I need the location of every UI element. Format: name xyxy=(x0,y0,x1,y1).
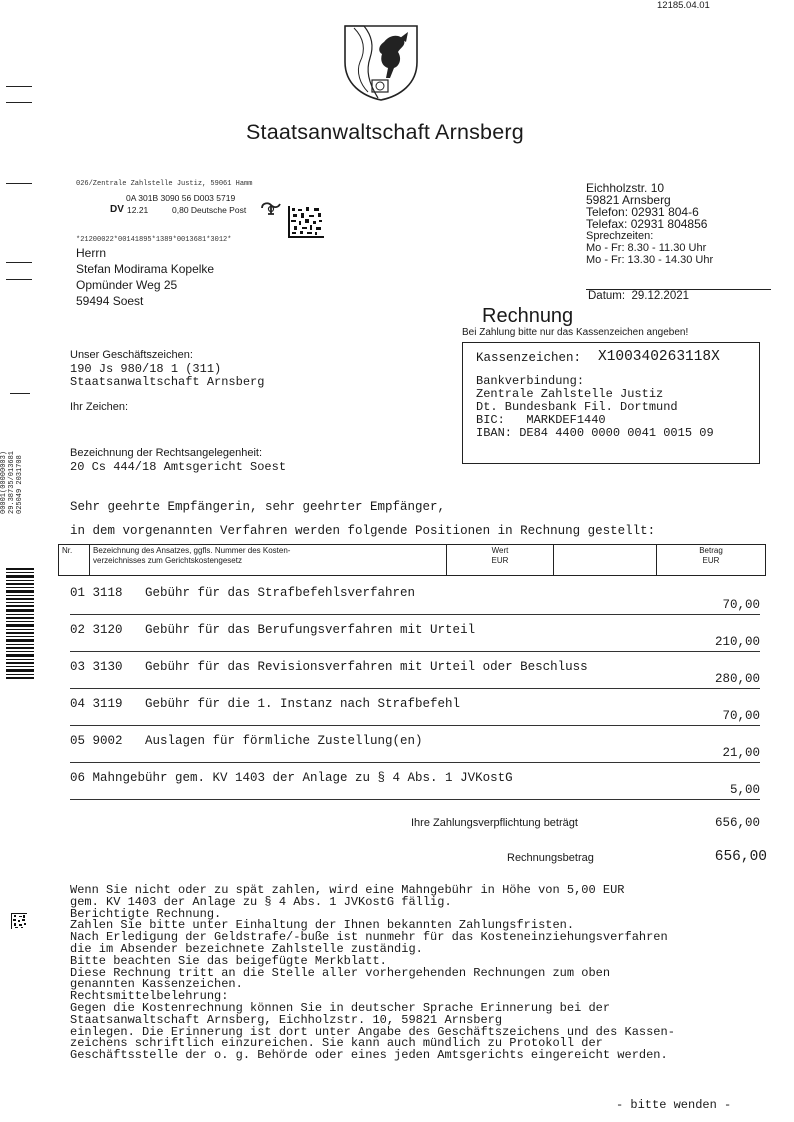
note-line: die im Absender bezeichnete Zahlstelle zuständig. xyxy=(70,942,423,956)
bank-branch: Dt. Bundesbank Fil. Dortmund xyxy=(476,400,678,414)
our-reference-authority: Staatsanwaltschaft Arnsberg xyxy=(70,375,265,389)
item-description: 03 3130 Gebühr für das Revisionsverfahren mit Urteil oder Beschluss xyxy=(70,660,588,674)
authority-city: 59821 Arnsberg xyxy=(586,193,671,207)
item-amount: 70,00 xyxy=(722,709,760,723)
postage-date: 12.21 xyxy=(127,205,149,215)
note-line: Geschäftsstelle der o. g. Behörde oder eines jeden Amtsgerichts eingereicht werden. xyxy=(70,1048,668,1063)
item-description: 06 Mahngebühr gem. KV 1403 der Anlage zu § 4 Abs. 1 JVKostG xyxy=(70,771,513,785)
document-code: 12185.04.01 xyxy=(657,0,710,11)
office-hours-morning: Mo - Fr: 8.30 - 11.30 Uhr xyxy=(586,242,707,254)
header-description: Bezeichnung des Ansatzes, ggfls. Nummer des Kosten- verzeichnisses zum Gerichtskostengesetz xyxy=(90,545,447,576)
side-code-2: 29.38735/013681 xyxy=(8,450,16,514)
item-amount: 280,00 xyxy=(714,672,760,686)
authority-street: Eichholzstr. 10 xyxy=(586,181,665,195)
intro-text: in dem vorgenannten Verfahren werden folgende Positionen in Rechnung gestellt: xyxy=(70,524,656,538)
side-matrix-code xyxy=(11,913,27,929)
item-amount: 210,00 xyxy=(714,635,760,649)
side-code-3: 025049 2031708 xyxy=(16,455,24,514)
note-line: einlegen. Die Erinnerung ist dort unter Angabe des Geschäftszeichens und des Kassen- xyxy=(70,1024,675,1039)
authority-title: Staatsanwaltschaft Arnsberg xyxy=(246,120,524,144)
fold-mark xyxy=(6,279,32,280)
postage-code: 0A 301B 3090 56 D003 5719 xyxy=(126,193,236,203)
note-line: Zahlen Sie bitte unter Einhaltung der Ihnen bekannten Zahlungsfristen. xyxy=(70,918,575,933)
note-line: Gegen die Kostenrechnung können Sie in deutscher Sprache Erinnerung bei der xyxy=(70,1001,611,1015)
header-value: Wert EUR xyxy=(447,545,554,576)
fold-mark xyxy=(6,102,32,103)
fold-mark xyxy=(6,262,32,263)
invoice-date: Datum: 29.12.2021 xyxy=(588,290,690,302)
item-description: 02 3120 Gebühr für das Berufungsverfahren mit Urteil xyxy=(70,623,476,637)
note-line: gem. KV 1403 der Anlage zu § 4 Abs. 1 JVKostG fällig. xyxy=(70,894,452,909)
punch-mark xyxy=(10,393,30,394)
note-line: genannten Kassenzeichen. xyxy=(70,977,243,992)
bank-bic: BIC: MARKDEF1440 xyxy=(476,413,606,427)
item-separator xyxy=(70,614,760,615)
our-reference-value: 190 Js 980/18 1 (311) xyxy=(70,362,222,376)
office-hours-label: Sprechzeiten: xyxy=(586,230,654,242)
note-line: Nach Erledigung der Geldstrafe/-buße ist nunmehr für das Kosteneinziehungsverfahren xyxy=(70,930,668,945)
invoice-payment-note: Bei Zahlung bitte nur das Kassenzeichen angeben! xyxy=(462,327,689,338)
authority-fax: Telefax: 02931 804856 xyxy=(586,217,708,231)
item-amount: 70,00 xyxy=(722,598,760,612)
your-reference-label: Ihr Zeichen: xyxy=(70,401,129,413)
datamatrix-code xyxy=(288,206,324,238)
invoice-total-amount: 656,00 xyxy=(714,849,767,865)
turn-over-note: - bitte wenden - xyxy=(616,1098,732,1112)
header-amount: Betrag EUR xyxy=(657,545,766,576)
item-separator xyxy=(70,725,760,726)
note-line: Staatsanwaltschaft Arnsberg, Eichholzstr. 10, 59821 Arnsberg xyxy=(70,1012,503,1027)
sender-return-line: 026/Zentrale Zahlstelle Justiz, 59061 Hamm xyxy=(76,180,253,188)
recipient-city: 59494 Soest xyxy=(76,294,144,308)
bank-iban: IBAN: DE84 4400 0000 0041 0015 09 xyxy=(476,426,714,440)
post-horn-icon xyxy=(260,200,282,216)
fold-mark xyxy=(6,86,32,87)
note-line: Rechtsmittelbelehrung: xyxy=(70,989,229,1004)
item-description: 04 3119 Gebühr für die 1. Instanz nach Strafbefehl xyxy=(70,697,461,711)
note-line: Berichtigte Rechnung. xyxy=(70,906,222,921)
items-table-header xyxy=(58,544,766,576)
item-amount: 21,00 xyxy=(722,746,760,760)
item-description: 01 3118 Gebühr für das Strafbefehlsverfahren xyxy=(70,586,416,600)
obligation-amount: 656,00 xyxy=(714,816,760,830)
item-description: 05 9002 Auslagen für förmliche Zustellung(en) xyxy=(70,734,423,748)
invoice-total-label: Rechnungsbetrag xyxy=(507,852,594,864)
side-barcode xyxy=(6,568,34,682)
item-separator xyxy=(70,799,760,800)
item-separator xyxy=(70,688,760,689)
coat-of-arms-logo xyxy=(342,22,420,102)
greeting: Sehr geehrte Empfängerin, sehr geehrter Empfänger, xyxy=(70,500,446,514)
note-line: Wenn Sie nicht oder zu spät zahlen, wird eine Mahngebühr in Höhe von 5,00 EUR xyxy=(70,883,625,897)
note-line: Bitte beachten Sie das beigefügte Merkblatt. xyxy=(70,953,387,968)
fold-mark xyxy=(6,183,32,184)
header-nr: Nr. xyxy=(59,545,90,576)
note-line: zeichens schriftlich einzureichen. Sie kann auch mündlich zu Protokoll der xyxy=(70,1036,603,1051)
header-empty xyxy=(554,545,657,576)
authority-phone: Telefon: 02931 804-6 xyxy=(586,205,699,219)
item-separator xyxy=(70,762,760,763)
postage-amount: 0,80 Deutsche Post xyxy=(172,205,247,215)
obligation-label: Ihre Zahlungsverpflichtung beträgt xyxy=(411,817,578,829)
matter-value: 20 Cs 444/18 Amtsgericht Soest xyxy=(70,460,287,474)
item-amount: 5,00 xyxy=(729,783,760,797)
cash-reference-label: Kassenzeichen: xyxy=(476,351,582,365)
side-code-1: 00001(00000003) xyxy=(0,450,8,514)
barcode-digits: *21200022*00141895*1389*0013681*3012* xyxy=(76,236,232,244)
bank-name: Zentrale Zahlstelle Justiz xyxy=(476,387,664,401)
recipient-street: Opmünder Weg 25 xyxy=(76,278,178,292)
recipient-salutation: Herrn xyxy=(76,246,107,260)
our-reference-label: Unser Geschäftszeichen: xyxy=(70,349,193,361)
matter-label: Bezeichnung der Rechtsangelegenheit: xyxy=(70,447,263,459)
postage-dv: DV xyxy=(110,204,124,215)
note-line: Diese Rechnung tritt an die Stelle aller vorhergehenden Rechnungen zum oben xyxy=(70,965,611,980)
invoice-title: Rechnung xyxy=(482,305,574,327)
cash-reference-value: X100340263118X xyxy=(598,349,720,365)
office-hours-afternoon: Mo - Fr: 13.30 - 14.30 Uhr xyxy=(586,254,714,266)
item-separator xyxy=(70,651,760,652)
bank-label: Bankverbindung: xyxy=(476,374,585,388)
recipient-name: Stefan Modirama Kopelke xyxy=(76,262,215,276)
